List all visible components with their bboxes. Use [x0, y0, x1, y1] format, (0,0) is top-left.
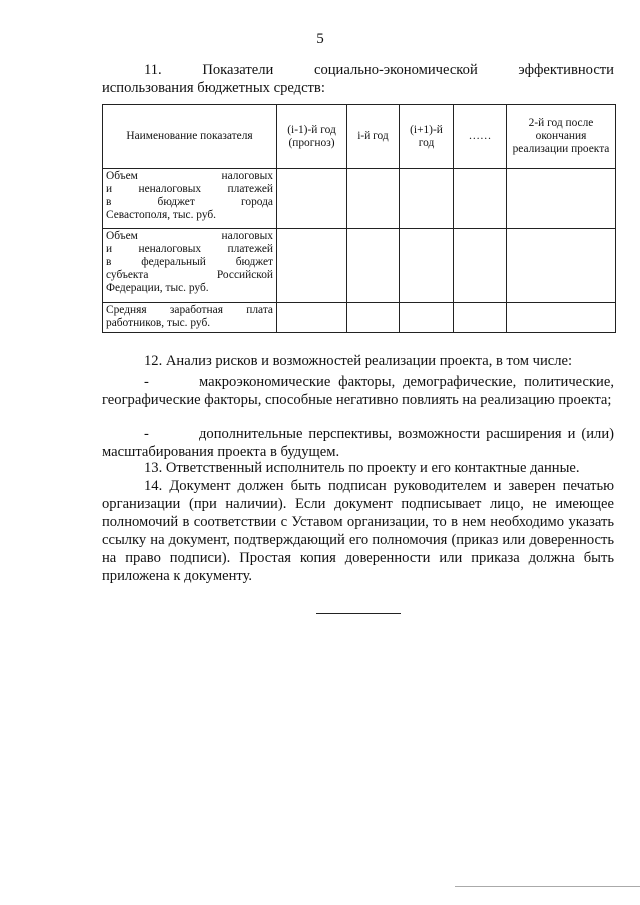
row-name-federal-budget	[103, 229, 277, 303]
row-name-line: и неналоговых платежей	[106, 243, 273, 255]
header-indicator-name: Наименование показателя	[103, 105, 277, 169]
table-header-row	[103, 105, 616, 169]
row-name-line: работников, тыс. руб.	[106, 317, 211, 329]
row-name-line: в бюджет города	[106, 196, 273, 208]
header-year-after-completion: 2-й год после окончания реализации проекта	[507, 105, 616, 169]
section-11-title-line1: 11. Показатели социально-экономической эффективности	[144, 62, 614, 78]
table-row	[103, 169, 616, 229]
row-name-line: Севастополя, тыс. руб.	[106, 209, 217, 221]
footer-divider	[455, 886, 640, 887]
row-name-sevastopol-budget	[103, 169, 277, 229]
row-name-line: в федеральный бюджет	[106, 256, 273, 268]
table-cell	[454, 169, 507, 229]
end-divider	[316, 613, 401, 614]
row-name-line: и неналоговых платежей	[106, 183, 273, 195]
header-year-i: i-й год	[347, 105, 400, 169]
table-cell	[454, 229, 507, 303]
table-cell	[507, 229, 616, 303]
table-cell	[507, 169, 616, 229]
section-12-title: 12. Анализ рисков и возможностей реализации проекта, в том числе:	[144, 353, 573, 369]
efficiency-indicators-table	[102, 104, 616, 333]
header-ellipsis: ……	[454, 105, 507, 169]
row-name-line: Объем налоговых	[106, 170, 273, 182]
section-12-item-prospects	[102, 425, 614, 461]
row-name-line: Объем налоговых	[106, 230, 273, 242]
page-number: 5	[316, 31, 324, 47]
section-12-item-macro-text: макроэкономические факторы, демографические, политические, географические факторы, способные негативно повлиять на реализацию проекта;	[102, 374, 614, 408]
table-cell	[400, 169, 454, 229]
table-cell	[347, 229, 400, 303]
table-row	[103, 229, 616, 303]
section-12-item-macro	[102, 373, 614, 409]
row-name-line: Средняя заработная плата	[106, 304, 273, 316]
table-cell	[347, 169, 400, 229]
section-11-title-line2: использования бюджетных средств:	[102, 80, 325, 96]
table-cell	[277, 303, 347, 333]
table-cell	[400, 229, 454, 303]
row-name-average-salary	[103, 303, 277, 333]
section-12-item-prospects-text: дополнительные перспективы, возможности расширения и (или) масштабирования проекта в будущем.	[102, 426, 614, 460]
table-cell	[277, 229, 347, 303]
table-cell	[454, 303, 507, 333]
list-dash: -	[144, 426, 149, 442]
section-14: 14. Документ должен быть подписан руководителем и заверен печатью организации (при наличии). Если документ подписывает лицо, не имеющее полномочий в соответствии с Уставом организации, то в нем необходимо указать ссылку на документ, подтверждающий его полномочия (приказ или доверенность на право подписи). Простая копия доверенности или приказа должна быть приложена к документу.	[102, 478, 614, 584]
header-year-next: (i+1)-й год	[400, 105, 454, 169]
table-cell	[347, 303, 400, 333]
row-name-line: Федерации, тыс. руб.	[106, 282, 209, 294]
header-year-prev: (i-1)-й год (прогноз)	[277, 105, 347, 169]
table-cell	[507, 303, 616, 333]
section-13: 13. Ответственный исполнитель по проекту и его контактные данные.	[144, 460, 580, 476]
list-dash: -	[144, 374, 149, 390]
table-cell	[277, 169, 347, 229]
row-name-line: субъекта Российской	[106, 269, 273, 281]
table-row	[103, 303, 616, 333]
table-cell	[400, 303, 454, 333]
